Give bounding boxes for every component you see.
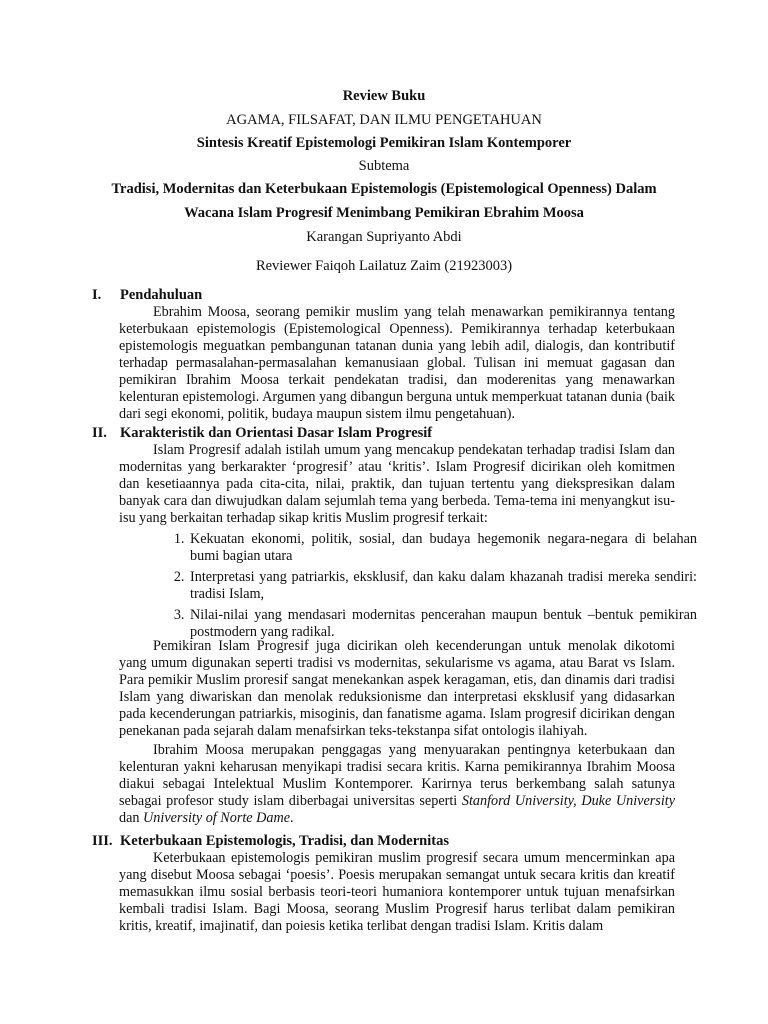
- subtema-line-2: Wacana Islam Progresif Menimbang Pemikiran Ebrahim Moosa: [184, 205, 584, 221]
- section-number: I.: [92, 287, 102, 303]
- book-title: AGAMA, FILSAFAT, DAN ILMU PENGETAHUAN: [226, 112, 542, 128]
- section-heading-3: [92, 833, 449, 850]
- author-line: Karangan Supriyanto Abdi: [306, 229, 462, 245]
- university-name: University of Norte Dame: [143, 810, 291, 826]
- conjunction: dan: [119, 810, 140, 826]
- paragraph-text: Ibrahim Moosa merupakan penggagas yang menyuarakan pentingnya keterbukaan dan kelenturan yakni keharusan menyikapi tradisi secara kritis. Karna pemikirannya Ibrahim Moosa diakui sebagai Intelektual Muslim Kontemporer. Karirnya terus berkembang salah satunya sebagai profesor study islam diberbagai universitas seperti: [119, 742, 675, 809]
- section-title: Keterbukaan Epistemologis, Tradisi, dan Modernitas: [120, 833, 449, 849]
- section-title: Pendahuluan: [120, 287, 203, 303]
- section-number: III.: [92, 833, 113, 849]
- book-subtitle: Sintesis Kreatif Epistemologi Pemikiran Islam Kontemporer: [196, 135, 572, 151]
- subtema-line-1: Tradisi, Modernitas dan Keterbukaan Epistemologis (Epistemological Openness) Dalam: [111, 181, 657, 197]
- section-heading-2: [92, 425, 432, 442]
- university-names: Stanford University, Duke University: [461, 793, 675, 809]
- review-label: Review Buku: [342, 88, 426, 104]
- reviewer-line: Reviewer Faiqoh Lailatuz Zaim (21923003): [255, 258, 513, 274]
- list-item: 1. Kekuatan ekonomi, politik, sosial, dan budaya hegemonik negara-negara di belahan bumi bagian utara: [188, 531, 697, 566]
- period: .: [290, 810, 294, 826]
- section-1-paragraph: Ebrahim Moosa, seorang pemikir muslim yang telah menawarkan pemikirannya tentang keterbukaan epistemologis (Epistemological Openness). Pemikirannya terhadap keterbukaan epistemologis meguatkan pembangunan tatanan dunia yang lebih adil, dialogis, dan kontributif terhadap permasalahan-permasalahan kemanusiaan global. Tulisan ini memuat gagasan dan pemikiran Ibrahim Moosa terkait pendekatan tradisi, dan moderenitas yang menawarkan kelenturan epistemologi. Argumen yang dibangun berguna untuk memperkuat tatanan dunia (baik dari segi ekonomi, politik, budaya maupun sistem ilmu pengetahuan).: [119, 304, 675, 422]
- section-title: Karakteristik dan Orientasi Dasar Islam Progresif: [120, 425, 433, 441]
- list-item: 2. Interpretasi yang patriarkis, eksklusif, dan kaku dalam khazanah tradisi mereka sendiri: tradisi Islam,: [188, 569, 697, 604]
- list-item: 3. Nilai-nilai yang mendasari modernitas pencerahan maupun bentuk –bentuk pemikiran postmodern yang radikal.: [188, 607, 697, 642]
- criticism-list: [166, 531, 697, 644]
- section-2-intro: Islam Progresif adalah istilah umum yang mencakup pendekatan terhadap tradisi Islam dan modernitas yang berkarakter ‘progresif’ atau ‘kritis’. Islam Progresif dicirikan oleh komitmen dan kesetiaannya pada cita-cita, nilai, praktik, dan tujuan tertentu yang diekspresikan dalam banyak cara dan diwujudkan dalam sejumlah tema yang berbeda. Tema-tema ini menyangkut isu-isu yang berkaitan terhadap sikap kritis Muslim progresif terkait:: [119, 442, 675, 526]
- section-number: II.: [92, 425, 107, 441]
- section-2-paragraph-3: [119, 742, 675, 827]
- section-2-paragraph-2: Pemikiran Islam Progresif juga dicirikan oleh kecenderungan untuk menolak dikotomi yang umum digunakan seperti tradisi vs modernitas, sekularisme vs agama, atau Barat vs Islam. Para pemikir Muslim proresif sangat menekankan aspek keragaman, etis, dan dinamis dari tradisi Islam yang diwariskan dan menolak reduksionisme dan interpretasi eksklusif yang didasarkan pada kecenderungan patriarkis, misoginis, dan fanatisme agama. Islam progresif dicirikan dengan penekanan pada sejarah dalam menafsirkan teks-tekstanpa sifat ontologis ilahiyah.: [119, 638, 675, 739]
- section-heading-1: [92, 287, 202, 304]
- section-3-paragraph: Keterbukaan epistemologis pemikiran muslim progresif secara umum mencerminkan apa yang disebut Moosa sebagai ‘poesis’. Poesis merupakan semangat untuk secara kritis dan kreatif memasukkan ilmu sosial berbasis teori-teori humaniora kontemporer untuk tujuan menafsirkan kembali tradisi Islam. Bagi Moosa, seorang Muslim Progresif harus terlibat dalam pemikiran kritis, kreatif, imajinatif, dan poiesis ketika terlibat dengan tradisi Islam. Kritis dalam: [119, 850, 675, 934]
- subtema-label: Subtema: [358, 158, 410, 174]
